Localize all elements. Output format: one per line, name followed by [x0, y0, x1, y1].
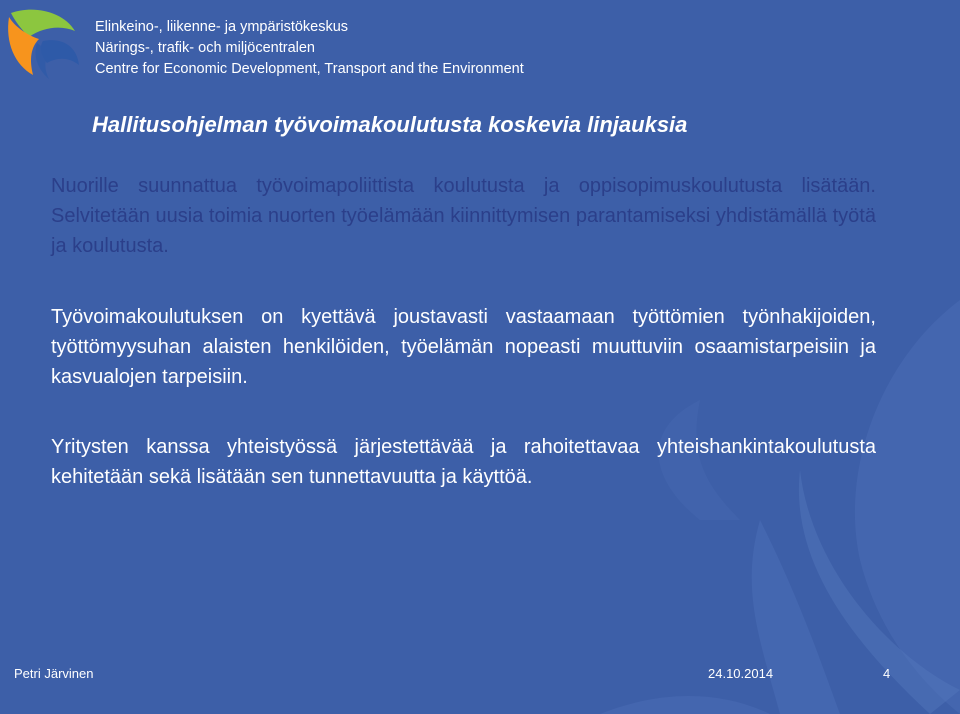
org-line-swedish: Närings-, trafik- och miljöcentralen [95, 40, 315, 56]
org-line-finnish: Elinkeino-, liikenne- ja ympäristökeskus [95, 19, 349, 35]
slide-title: Hallitusohjelman työvoimakoulutusta koskevia linjauksia [92, 112, 688, 137]
ely-centre-logo [3, 3, 81, 81]
org-line-english: Centre for Economic Development, Transport and the Environment [95, 61, 524, 77]
footer-author: Petri Järvinen [14, 666, 94, 681]
paragraph-labour-market-training: Työvoimakoulutuksen on kyettävä joustavasti vastaamaan työttömien työnhakijoiden, työttömyysuhan alaisten henkilöiden, työelämän nopeasti muuttuviin osaamistarpeisiin ja kasvualojen tarpeisiin. [51, 306, 876, 388]
organization-name [95, 17, 524, 80]
footer-date: 24.10.2014 [708, 666, 774, 681]
paragraph-youth-training: Nuorille suunnattua työvoimapoliittista koulutusta ja oppisopimuskoulutusta lisätään. Selvitetään uusia toimia nuorten työelämään kiinnittymisen parantamiseksi yhdistämällä työtä ja koulutusta. [51, 175, 876, 257]
footer-page-number: 4 [883, 666, 891, 681]
paragraph-joint-procurement: Yritysten kanssa yhteistyössä järjestettävää ja rahoitettavaa yhteishankintakoulutusta kehitetään sekä lisätään sen tunnettavuutta ja käyttöä. [51, 436, 876, 488]
